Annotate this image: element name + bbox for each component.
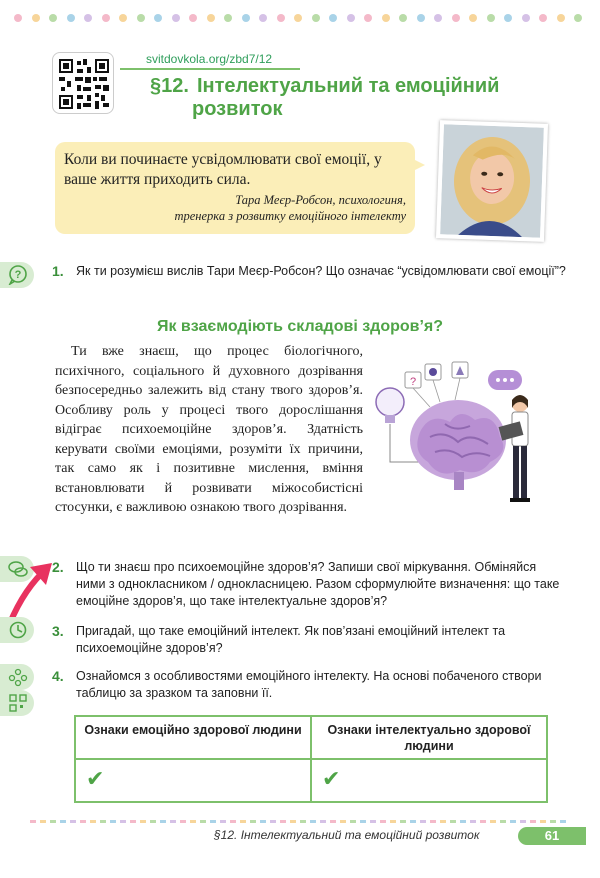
footer-dash: [480, 820, 486, 823]
table-cell: [312, 760, 546, 801]
decor-dot: [329, 14, 337, 22]
table-header-emotional: Ознаки емоційно здорової людини: [76, 717, 312, 760]
decor-dot: [399, 14, 407, 22]
footer-dash: [50, 820, 56, 823]
footer-dash: [430, 820, 436, 823]
footer-dashed-line: [30, 820, 570, 823]
footer-dash: [420, 820, 426, 823]
footer-dash: [490, 820, 496, 823]
footer-dash: [190, 820, 196, 823]
page-title: [150, 75, 499, 121]
footer-dash: [300, 820, 306, 823]
decor-dot: [189, 14, 197, 22]
footer-dash: [30, 820, 36, 823]
footer-dash: [60, 820, 66, 823]
decor-dot: [574, 14, 582, 22]
decor-dot: [434, 14, 442, 22]
decor-dot: [49, 14, 57, 22]
question-text: Ознайомся з особливостями емоційного інтелекту. На основі побаченого створи таблицю за зразком та заповни її.: [76, 669, 542, 700]
qr-code-icon: [59, 59, 109, 109]
footer-dash: [340, 820, 346, 823]
decor-dot: [504, 14, 512, 22]
footer-dash: [470, 820, 476, 823]
footer-dash: [330, 820, 336, 823]
footer-dash: [350, 820, 356, 823]
question-bubble-icon: [8, 265, 28, 285]
footer-dash: [200, 820, 206, 823]
question-4: [52, 668, 567, 702]
footer-dash: [370, 820, 376, 823]
footer-dash: [500, 820, 506, 823]
top-dot-border: [14, 14, 586, 24]
decor-dot: [32, 14, 40, 22]
section-number: §12.: [150, 75, 189, 97]
question-2: [52, 559, 567, 610]
footer-dash: [380, 820, 386, 823]
decor-dot: [137, 14, 145, 22]
footer-dash: [160, 820, 166, 823]
decor-dot: [539, 14, 547, 22]
decor-dot: [452, 14, 460, 22]
decor-dot: [154, 14, 162, 22]
footer-dash: [240, 820, 246, 823]
checkmark-icon: ✔: [322, 766, 341, 791]
decor-dot: [382, 14, 390, 22]
decor-dot: [312, 14, 320, 22]
footer-dash: [540, 820, 546, 823]
decor-dot: [14, 14, 22, 22]
brain-illustration: [370, 352, 550, 522]
resource-link[interactable]: svitdovkola.org/zbd7/12: [146, 52, 273, 66]
footer-dash: [410, 820, 416, 823]
footer-dash: [530, 820, 536, 823]
footer-dash: [550, 820, 556, 823]
footer-dash: [250, 820, 256, 823]
footer-dash: [390, 820, 396, 823]
footer-dash: [520, 820, 526, 823]
footer-dash: [100, 820, 106, 823]
decor-dot: [469, 14, 477, 22]
decor-dot: [557, 14, 565, 22]
footer-dash: [180, 820, 186, 823]
woman-portrait-image: [440, 124, 544, 237]
decor-dot: [119, 14, 127, 22]
svg-text:?: ?: [14, 269, 22, 281]
decor-dot: [522, 14, 530, 22]
quote-author-line-1: Тара Меєр-Робсон, психологиня,: [235, 193, 406, 207]
decor-dot: [224, 14, 232, 22]
footer-dash: [40, 820, 46, 823]
footer-dash: [90, 820, 96, 823]
title-line-2: розвиток: [192, 98, 283, 120]
footer-dash: [170, 820, 176, 823]
question-number: 4.: [52, 668, 64, 684]
body-paragraph: Ти вже знаєш, що процес біологічного, психічного, соціального й духовного дозрівання безпосередньо залежить від стану твого здоров’я. Особливу роль у процесі твого дорослішання відіграє психоемоційне здоров’я. Здатність керувати своїми емоціями, розуміти їх причини, так само як і позитивне мислення, вміння встановлювати й розвивати міжособистісні стосунки, є важливою ознакою твого дозрівання.: [55, 344, 363, 515]
svg-text:?: ?: [409, 376, 417, 388]
quote-text: Коли ви починаєте усвідомлювати свої емоції, у ваше життя приходить сила.: [64, 151, 382, 188]
question-number: 2.: [52, 559, 64, 575]
decor-dot: [347, 14, 355, 22]
footer-dash: [230, 820, 236, 823]
table-header-intellectual: Ознаки інтелектуально здорової людини: [312, 717, 546, 760]
decor-dot: [84, 14, 92, 22]
title-divider: [120, 68, 300, 70]
question-text: Як ти розумієш вислів Тари Меєр-Робсон? Що означає “усвідомлювати свої емоції”?: [76, 264, 566, 278]
footer-dash: [290, 820, 296, 823]
author-photo: [436, 120, 548, 242]
question-1: [52, 263, 567, 280]
footer-dash: [320, 820, 326, 823]
side-marker-question: [0, 262, 34, 288]
qr-code[interactable]: [52, 52, 114, 114]
decor-dot: [259, 14, 267, 22]
footer-dash: [120, 820, 126, 823]
decor-dot: [294, 14, 302, 22]
side-marker-recall: [0, 617, 34, 643]
decor-dot: [242, 14, 250, 22]
decor-dot: [207, 14, 215, 22]
title-line-1: Інтелектуальний та емоційний: [196, 75, 500, 97]
footer-dash: [460, 820, 466, 823]
group-people-icon: [8, 667, 28, 687]
footer-dash: [270, 820, 276, 823]
decor-dot: [487, 14, 495, 22]
decor-dot: [67, 14, 75, 22]
sample-table: [74, 715, 548, 803]
footer-dash: [260, 820, 266, 823]
side-marker-group: [0, 664, 34, 690]
question-number: 1.: [52, 263, 64, 279]
footer-dash: [280, 820, 286, 823]
quote-author: [174, 192, 406, 224]
footer-dash: [310, 820, 316, 823]
decor-dot: [364, 14, 372, 22]
section-heading: Як взаємодіють складові здоров’я?: [156, 318, 444, 335]
question-3: [52, 623, 567, 657]
question-text: Що ти знаєш про психоемоційне здоров’я? Запиши свої міркування. Обміняйся ними з однокласником / однокласницею. Разом сформулюйте визначення: що таке емоційне здоров’я, що таке інтелектуальне здоров’я?: [76, 560, 560, 608]
footer-dash: [510, 820, 516, 823]
side-marker-qr: [0, 690, 34, 716]
footer-dash: [150, 820, 156, 823]
footer-dash: [400, 820, 406, 823]
qr-scan-icon: [8, 693, 28, 713]
decor-dot: [102, 14, 110, 22]
decor-dot: [417, 14, 425, 22]
footer-dash: [440, 820, 446, 823]
brain-shape: [410, 400, 506, 490]
footer-dash: [560, 820, 566, 823]
quote-author-line-2: тренерка з розвитку емоційного інтелекту: [174, 209, 406, 223]
footer-dash: [210, 820, 216, 823]
table-cell: [76, 760, 312, 801]
decor-dot: [277, 14, 285, 22]
speech-bubble-icon: [488, 370, 522, 390]
checkmark-icon: ✔: [86, 766, 105, 791]
footer-dash: [110, 820, 116, 823]
footer-dash: [130, 820, 136, 823]
footer-dash: [220, 820, 226, 823]
question-text: Пригадай, що таке емоційний інтелект. Як пов’язані емоційний інтелект та психоемоційне здоров’я?: [76, 624, 506, 655]
footer-dash: [80, 820, 86, 823]
running-title: §12. Інтелектуальний та емоційний розвиток: [214, 828, 480, 842]
footer-dash: [140, 820, 146, 823]
decor-dot: [172, 14, 180, 22]
clock-icon: [8, 620, 28, 640]
page-number: 61: [518, 827, 586, 845]
footer-dash: [360, 820, 366, 823]
footer-dash: [70, 820, 76, 823]
question-number: 3.: [52, 623, 64, 639]
footer-dash: [450, 820, 456, 823]
